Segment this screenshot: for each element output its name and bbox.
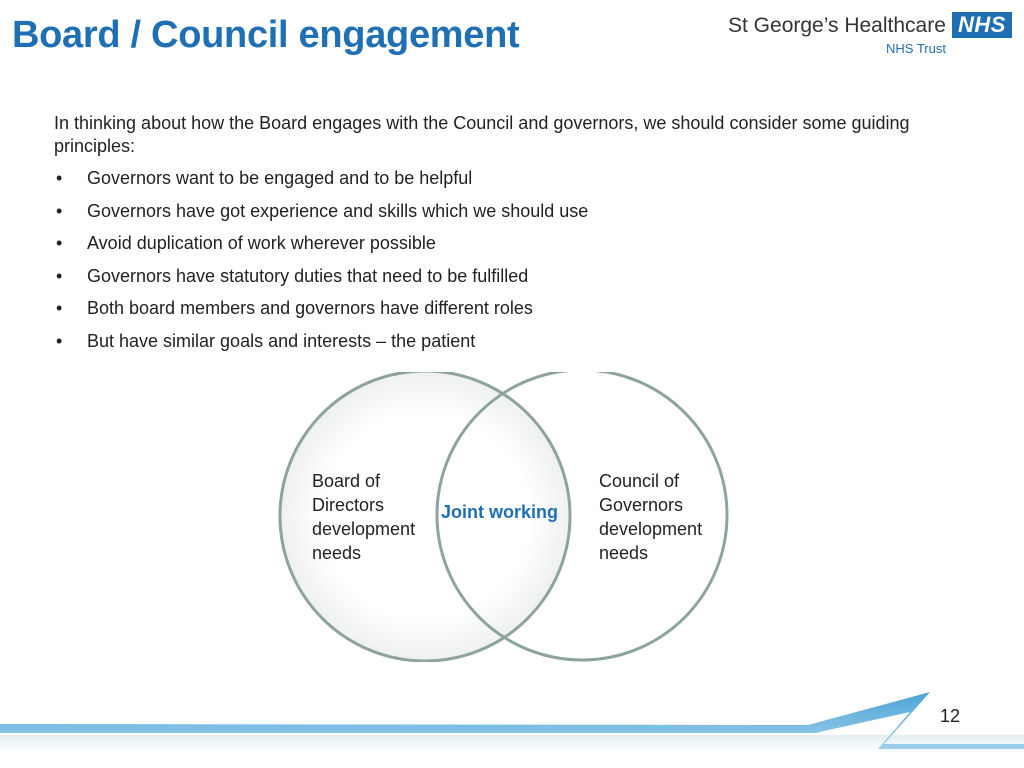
list-item bbox=[54, 232, 954, 265]
logo-organization-name: St George’s Healthcare bbox=[728, 14, 946, 37]
list-item bbox=[54, 330, 954, 363]
intro-paragraph: In thinking about how the Board engages with the Council and governors, we should consider some guiding principles: bbox=[54, 113, 910, 156]
council-label-line: Governors bbox=[599, 495, 684, 515]
slide-body bbox=[54, 112, 954, 362]
bullet-text: Governors have statutory duties that need to be fulfilled bbox=[87, 265, 529, 286]
bullet-icon: • bbox=[56, 298, 63, 318]
bullet-text: Avoid duplication of work wherever possible bbox=[87, 233, 436, 253]
footer-shadow bbox=[0, 735, 1024, 755]
bullet-icon: • bbox=[56, 265, 63, 286]
board-label-line: Directors bbox=[312, 495, 385, 515]
council-needs-label bbox=[599, 469, 702, 565]
board-label-line: development bbox=[312, 519, 416, 539]
venn-diagram bbox=[270, 372, 740, 662]
board-needs-label bbox=[312, 469, 415, 565]
slide-title: Board / Council engagement bbox=[12, 14, 520, 56]
bullet-icon: • bbox=[56, 330, 63, 351]
page-number: 12 bbox=[940, 706, 961, 726]
bullet-icon: • bbox=[56, 168, 63, 188]
principles-list bbox=[54, 167, 954, 362]
list-item bbox=[54, 297, 954, 330]
council-label-line: needs bbox=[599, 543, 649, 563]
list-item bbox=[54, 265, 954, 298]
nhs-trust-logo bbox=[728, 10, 1018, 60]
board-label-line: needs bbox=[312, 543, 362, 563]
list-item bbox=[54, 200, 954, 233]
bullet-text: But have similar goals and interests – the patient bbox=[87, 330, 476, 351]
nhs-badge: NHS bbox=[952, 12, 1012, 38]
list-item bbox=[54, 167, 954, 200]
logo-trust-name: NHS Trust bbox=[886, 41, 946, 56]
bullet-text: Both board members and governors have different roles bbox=[87, 298, 533, 318]
council-label-line: development bbox=[599, 519, 703, 539]
council-label-line: Council of bbox=[599, 471, 680, 491]
bullet-text: Governors have got experience and skills which we should use bbox=[87, 200, 589, 221]
joint-working-label: Joint working bbox=[441, 502, 558, 522]
bullet-icon: • bbox=[56, 233, 63, 253]
bullet-icon: • bbox=[56, 200, 63, 221]
board-label-line: Board of bbox=[312, 471, 381, 491]
bullet-text: Governors want to be engaged and to be helpful bbox=[87, 168, 473, 188]
footer-swoosh bbox=[0, 680, 1024, 768]
